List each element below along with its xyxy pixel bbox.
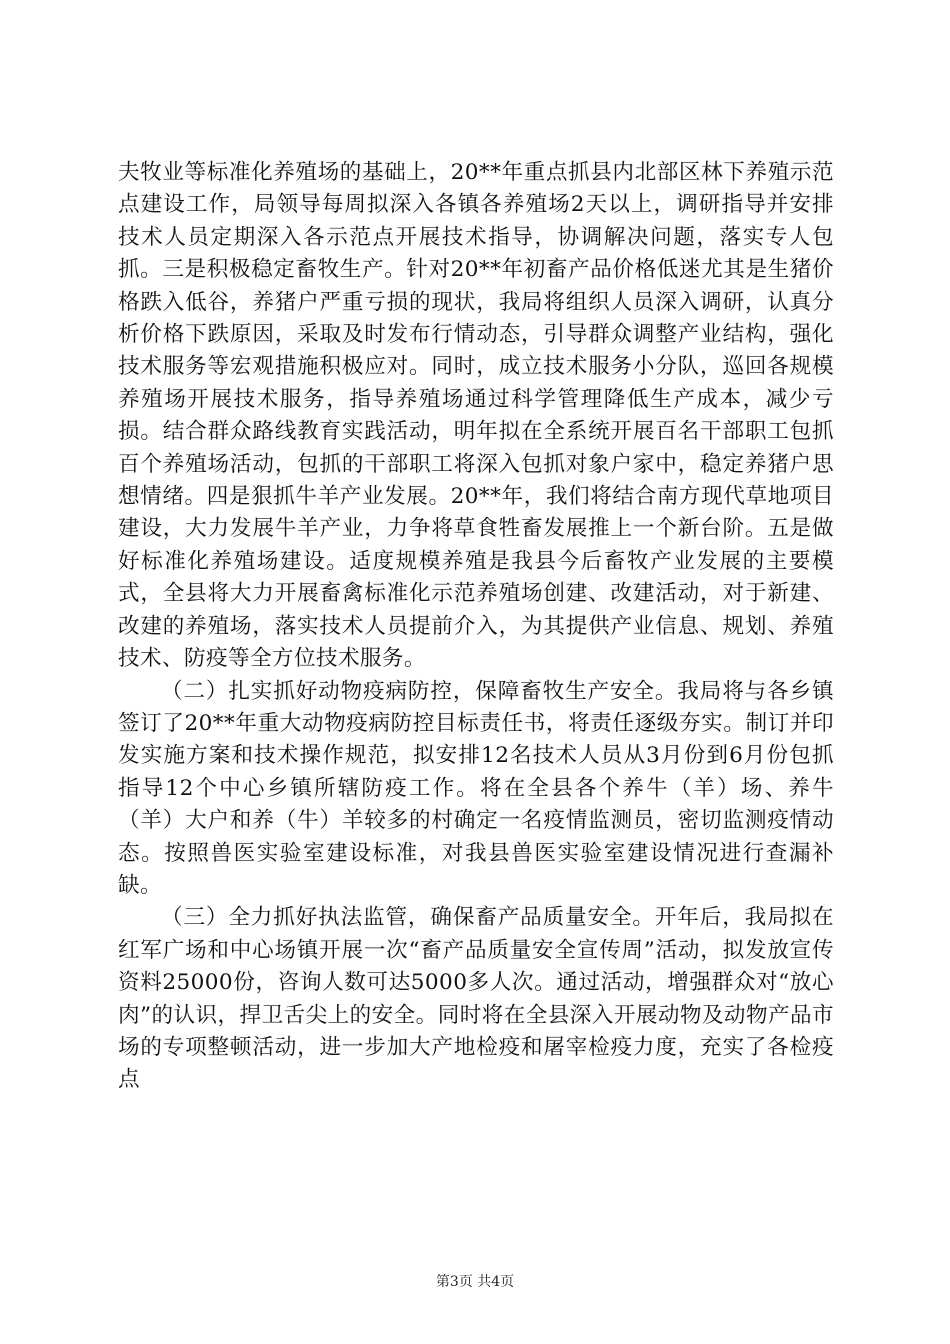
paragraph-3: （三）全力抓好执法监管，确保畜产品质量安全。开年后，我局拟在红军广场和中心场镇开展一次“畜产品质量安全宣传周”活动，拟发放宣传资料25000份，咨询人数可达5000多人次。通过活动，增强群众对“放心肉”的认识，捍卫舌尖上的安全。同时将在全县深入开展动物及动物产品市场的专项整顿活动，进一步加大产地检疫和屠宰检疫力度，充实了各检疫点 [118,905,834,1093]
paragraph-1: 夫牧业等标准化养殖场的基础上，20**年重点抓县内北部区林下养殖示范点建设工作，局领导每周拟深入各镇各养殖场2天以上，调研指导并安排技术人员定期深入各示范点开展技术指导，协调解决问题，落实专人包抓。三是积极稳定畜牧生产。针对20**年初畜产品价格低迷尤其是生猪价格跌入低谷，养猪户严重亏损的现状，我局将组织人员深入调研，认真分析价格下跌原因，采取及时发布行情动态，引导群众调整产业结构，强化技术服务等宏观措施积极应对。同时，成立技术服务小分队，巡回各规模养殖场开展技术服务，指导养殖场通过科学管理降低生产成本，减少亏损。结合群众路线教育实践活动，明年拟在全系统开展百名干部职工包抓百个养殖场活动，包抓的干部职工将深入包抓对象户家中，稳定养猪户思想情绪。四是狠抓牛羊产业发展。20**年，我们将结合南方现代草地项目建设，大力发展牛羊产业，力争将草食牲畜发展推上一个新台阶。五是做好标准化养殖场建设。适度规模养殖是我县今后畜牧产业发展的主要模式，全县将大力开展畜禽标准化示范养殖场创建、改建活动，对于新建、改建的养殖场，落实技术人员提前介入，为其提供产业信息、规划、养殖技术、防疫等全方位技术服务。 [118,160,834,672]
paragraph-2: （二）扎实抓好动物疫病防控，保障畜牧生产安全。我局将与各乡镇签订了20**年重大动物疫病防控目标责任书，将责任逐级夯实。制订并印发实施方案和技术操作规范，拟安排12名技术人员从3月份到6月份包抓指导12个中心乡镇所辖防疫工作。将在全县各个养牛（羊）场、养牛（羊）大户和养（牛）羊较多的村确定一名疫情监测员，密切监测疫情动态。按照兽医实验室建设标准，对我县兽医实验室建设情况进行查漏补缺。 [118,678,834,898]
document-body [118,157,834,1097]
page-footer: 第3页 共4页 [435,1274,515,1290]
